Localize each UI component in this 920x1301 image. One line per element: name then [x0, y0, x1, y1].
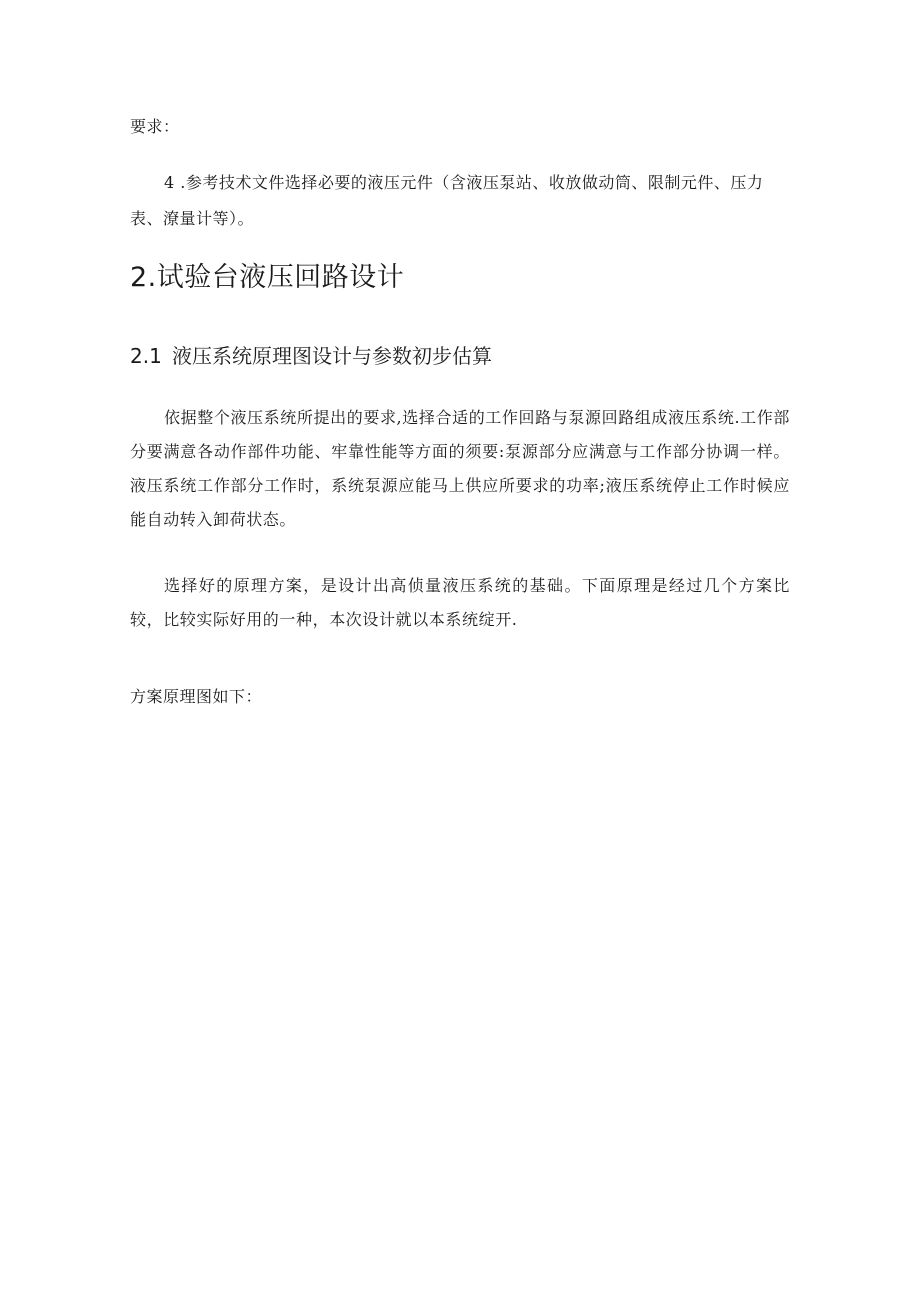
item-4-line-1: 4 .参考技术文件选择必要的液压元件（含液压泵站、收放做动筒、限制元件、压力 [164, 173, 764, 192]
subsection-heading [130, 340, 492, 372]
subsection-title: 液压系统原理图设计与参数初步估算 [172, 344, 492, 368]
body-paragraph-2: 选择好的原理方案，是设计出高侦量液压系统的基础。下面原理是经过几个方案比较，比较实际好用的一种，本次设计就以本系统绽开. [130, 576, 790, 629]
body-paragraph-1: 依据整个液压系统所提出的要求,选择合适的工作回路与泵源回路组成液压系统.工作部分要满意各动作部件功能、牢靠性能等方面的须要:泵源部分应满意与工作部分协调一样。液压系统工作部分工作时，系统泵源应能马上供应所要求的功率;液压系统停止工作时候应能自动转入卸荷状态。 [130, 408, 790, 529]
section-heading: 2.试验台液压回路设计 [130, 262, 405, 293]
item-4-line-2: 表、潦量计等）。 [130, 209, 255, 228]
requirement-label: 要求： [130, 117, 180, 136]
figure-caption: 方案原理图如下： [130, 687, 263, 706]
subsection-number: 2.1 [130, 344, 162, 368]
